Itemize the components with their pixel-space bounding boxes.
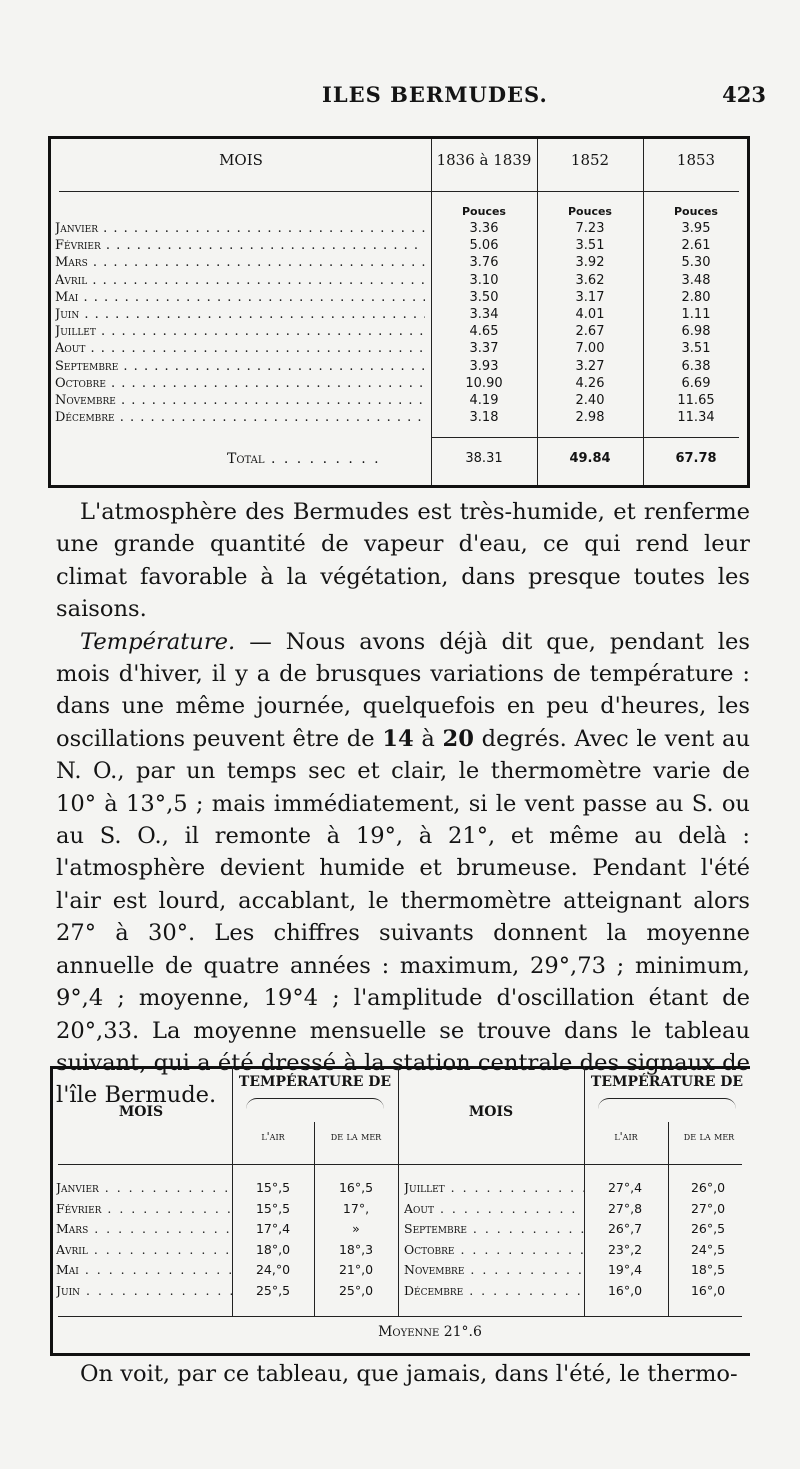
month-label: Avril . . . <box>55 273 425 288</box>
total-label: Total . . . <box>227 451 381 467</box>
table-row <box>51 290 747 306</box>
value-1853: 6.69 <box>681 375 711 391</box>
col-header-1836: 1836 à 1839 <box>436 151 532 169</box>
air-temp: 23°,2 <box>607 1241 643 1257</box>
col-header-1853: 1853 <box>676 151 716 169</box>
month-label: Juin . . . <box>55 307 425 322</box>
value-1852: 4.01 <box>575 307 605 322</box>
month-label: Juillet . . . <box>404 1180 584 1195</box>
month-label: Avril . . . <box>56 1242 232 1257</box>
table-row <box>398 1283 750 1299</box>
col-header-mois: MOIS <box>219 151 263 169</box>
air-temp: 26°,7 <box>607 1221 643 1236</box>
month-label: Aout . . . <box>55 341 425 356</box>
table-row <box>51 307 747 323</box>
total-1836: 38.31 <box>465 451 503 466</box>
sub-header-air-right: l'air <box>614 1130 638 1143</box>
table-row <box>50 1201 398 1217</box>
value-1836: 5.06 <box>469 238 499 254</box>
month-label: Aout . . . <box>404 1201 584 1216</box>
sea-temp: 27°,0 <box>690 1200 726 1216</box>
table-row <box>398 1201 750 1217</box>
value-1836: 4.65 <box>469 324 499 340</box>
col-header-1852: 1852 <box>570 151 610 169</box>
value-1852: 3.17 <box>575 289 605 305</box>
table-row <box>51 238 747 254</box>
group-header-right: TEMPÉRATURE DE <box>590 1074 744 1090</box>
table-row <box>50 1221 398 1237</box>
month-label: Octobre . . . <box>55 376 425 391</box>
value-1853: 1.11 <box>681 307 711 322</box>
value-1853: 5.30 <box>681 255 711 271</box>
sub-header-sea-right: de la mer <box>683 1130 735 1143</box>
total-row <box>51 451 747 473</box>
closing-line: On voit, par ce tableau, que jamais, dans l'été, le thermo- <box>80 1361 738 1387</box>
sub-header-air-left: l'air <box>261 1130 285 1143</box>
table-row <box>51 324 747 340</box>
table-row <box>50 1283 398 1299</box>
month-label: Mai . . . <box>56 1262 232 1277</box>
month-label: Décembre . . . <box>55 410 425 425</box>
paragraph-temperature: Température. — Nous avons déjà dit que, pendant les mois d'hiver, il y a de brusques variations de température : dans une même journée, quelquefois en peu d'heures, les oscillations peuvent être de 14 à 20 degrés. Avec le vent au N. O., par un temps sec et clair, le thermomètre varie de 10° à 13°,5 ; mais immédiatement, si le vent passe au S. ou au S. O., il remonte à 19°, à 21°, et même au delà : l'atmosphère devient humide et brumeuse. Pendant l'été l'air est lourd, accablant, le thermomètre atteignant alors 27° à 30°. Les chiffres suivants donnent la moyenne annuelle de quatre années : maximum, 29°,73 ; minimum, 9°,4 ; moyenne, 19°4 ; l'amplitude d'oscillation étant de 20°,33. La moyenne mensuelle se trouve dans le tableau suivant, qui a été dressé à la station centrale des signaux de l'île Bermude. <box>56 628 751 1109</box>
page-number: 423 <box>722 82 766 107</box>
air-temp: 17°,4 <box>255 1221 291 1236</box>
value-1853: 3.95 <box>681 221 711 236</box>
sea-temp: 21°,0 <box>338 1262 374 1277</box>
temperature-table <box>50 1066 750 1356</box>
air-temp: 18°,0 <box>255 1241 291 1257</box>
month-label: Juillet . . . <box>55 324 425 339</box>
value-1852: 7.00 <box>575 341 605 357</box>
value-1853: 3.51 <box>681 341 711 357</box>
table-row <box>51 341 747 357</box>
month-label: Septembre . . . <box>55 359 425 374</box>
sea-temp: 25°,0 <box>338 1282 374 1298</box>
body-text <box>56 496 750 1112</box>
value-1853: 11.34 <box>677 410 715 426</box>
section-title: Température. <box>80 628 236 655</box>
total-1853: 67.78 <box>675 451 717 466</box>
month-label: Février . . . <box>55 238 425 253</box>
running-title: ILES BERMUDES. <box>322 82 548 107</box>
table-row <box>50 1262 398 1278</box>
month-label: Mars . . . <box>55 255 425 270</box>
col-header-mois-right: MOIS <box>468 1104 514 1120</box>
value-1836: 3.34 <box>469 307 499 322</box>
value-1836: 10.90 <box>465 375 503 391</box>
table-row <box>51 359 747 375</box>
air-temp: 19°,4 <box>607 1262 643 1277</box>
air-temp: 15°,5 <box>255 1200 291 1216</box>
value-1853: 2.61 <box>681 238 711 254</box>
page-header <box>0 82 800 114</box>
table-row <box>50 1242 398 1258</box>
month-label: Novembre . . . <box>404 1262 584 1277</box>
value-1853: 6.98 <box>681 324 711 340</box>
sea-temp: 18°,3 <box>338 1241 374 1257</box>
value-1836: 3.76 <box>469 255 499 271</box>
sea-temp: 17°, <box>342 1200 370 1216</box>
sea-temp: 16°,0 <box>690 1282 726 1298</box>
value-1852: 3.27 <box>575 358 605 374</box>
month-label: Janvier . . . <box>55 221 425 236</box>
table-row <box>51 255 747 271</box>
value-1853: 11.65 <box>677 393 715 408</box>
month-label: Juin . . . <box>56 1283 232 1298</box>
air-temp: 16°,0 <box>607 1282 643 1298</box>
paragraph-atmosphere: L'atmosphère des Bermudes est très-humide, et renferme une grande quantité de vapeur d'eau, ce qui rend leur climat favorable à la végétation, dans presque toutes les saisons. <box>56 499 750 623</box>
sub-header-sea-left: de la mer <box>330 1130 382 1143</box>
sea-temp: 16°,5 <box>338 1180 374 1195</box>
table-row <box>398 1221 750 1237</box>
value-1836: 4.19 <box>469 393 499 408</box>
month-label: Mars . . . <box>56 1221 232 1236</box>
air-temp: 15°,5 <box>255 1180 291 1195</box>
value-1853: 3.48 <box>681 272 711 288</box>
month-label: Février . . . <box>56 1201 232 1216</box>
table-row <box>398 1242 750 1258</box>
value-1836: 3.50 <box>469 289 499 305</box>
annual-mean: Moyenne 21°.6 <box>378 1324 482 1340</box>
air-temp: 24,°0 <box>255 1262 291 1277</box>
unit-label: Pouces <box>462 205 506 218</box>
table-row <box>51 376 747 392</box>
month-label: Mai . . . <box>55 290 425 305</box>
table-row <box>51 273 747 289</box>
value-1852: 7.23 <box>575 221 605 236</box>
sea-temp: 26°,0 <box>690 1180 726 1195</box>
table-row <box>398 1262 750 1278</box>
air-temp: 25°,5 <box>255 1282 291 1298</box>
sea-temp: 26°,5 <box>690 1221 726 1236</box>
col-header-mois-left: MOIS <box>118 1104 164 1120</box>
month-label: Septembre . . . <box>404 1221 584 1236</box>
value-1852: 2.98 <box>575 410 605 426</box>
value-1836: 3.10 <box>469 272 499 288</box>
unit-label: Pouces <box>568 205 612 218</box>
value-1853: 2.80 <box>681 289 711 305</box>
air-temp: 27°,8 <box>607 1200 643 1216</box>
table-row <box>398 1180 750 1196</box>
group-header-left: TEMPÉRATURE DE <box>238 1074 392 1090</box>
month-label: Octobre . . . <box>404 1242 584 1257</box>
value-1836: 3.37 <box>469 341 499 357</box>
table-row <box>51 410 747 426</box>
table-row <box>51 393 747 409</box>
air-temp: 27°,4 <box>607 1180 643 1195</box>
value-1852: 3.51 <box>575 238 605 254</box>
sea-temp: » <box>352 1221 360 1236</box>
unit-label: Pouces <box>674 205 718 218</box>
month-label: Novembre . . . <box>55 393 425 408</box>
sea-temp: 24°,5 <box>690 1241 726 1257</box>
value-1852: 3.62 <box>575 272 605 288</box>
value-1836: 3.18 <box>469 410 499 426</box>
value-1853: 6.38 <box>681 358 711 374</box>
table-row <box>50 1180 398 1196</box>
month-label: Décembre . . . <box>404 1283 584 1298</box>
value-1852: 2.67 <box>575 324 605 340</box>
value-1852: 3.92 <box>575 255 605 271</box>
table-row <box>51 221 747 237</box>
total-1852: 49.84 <box>569 451 611 466</box>
rainfall-table <box>48 136 750 488</box>
value-1852: 2.40 <box>575 393 605 408</box>
month-label: Janvier . . . <box>56 1180 232 1195</box>
sea-temp: 18°,5 <box>690 1262 726 1277</box>
value-1836: 3.36 <box>469 221 499 236</box>
value-1836: 3.93 <box>469 358 499 374</box>
value-1852: 4.26 <box>575 375 605 391</box>
